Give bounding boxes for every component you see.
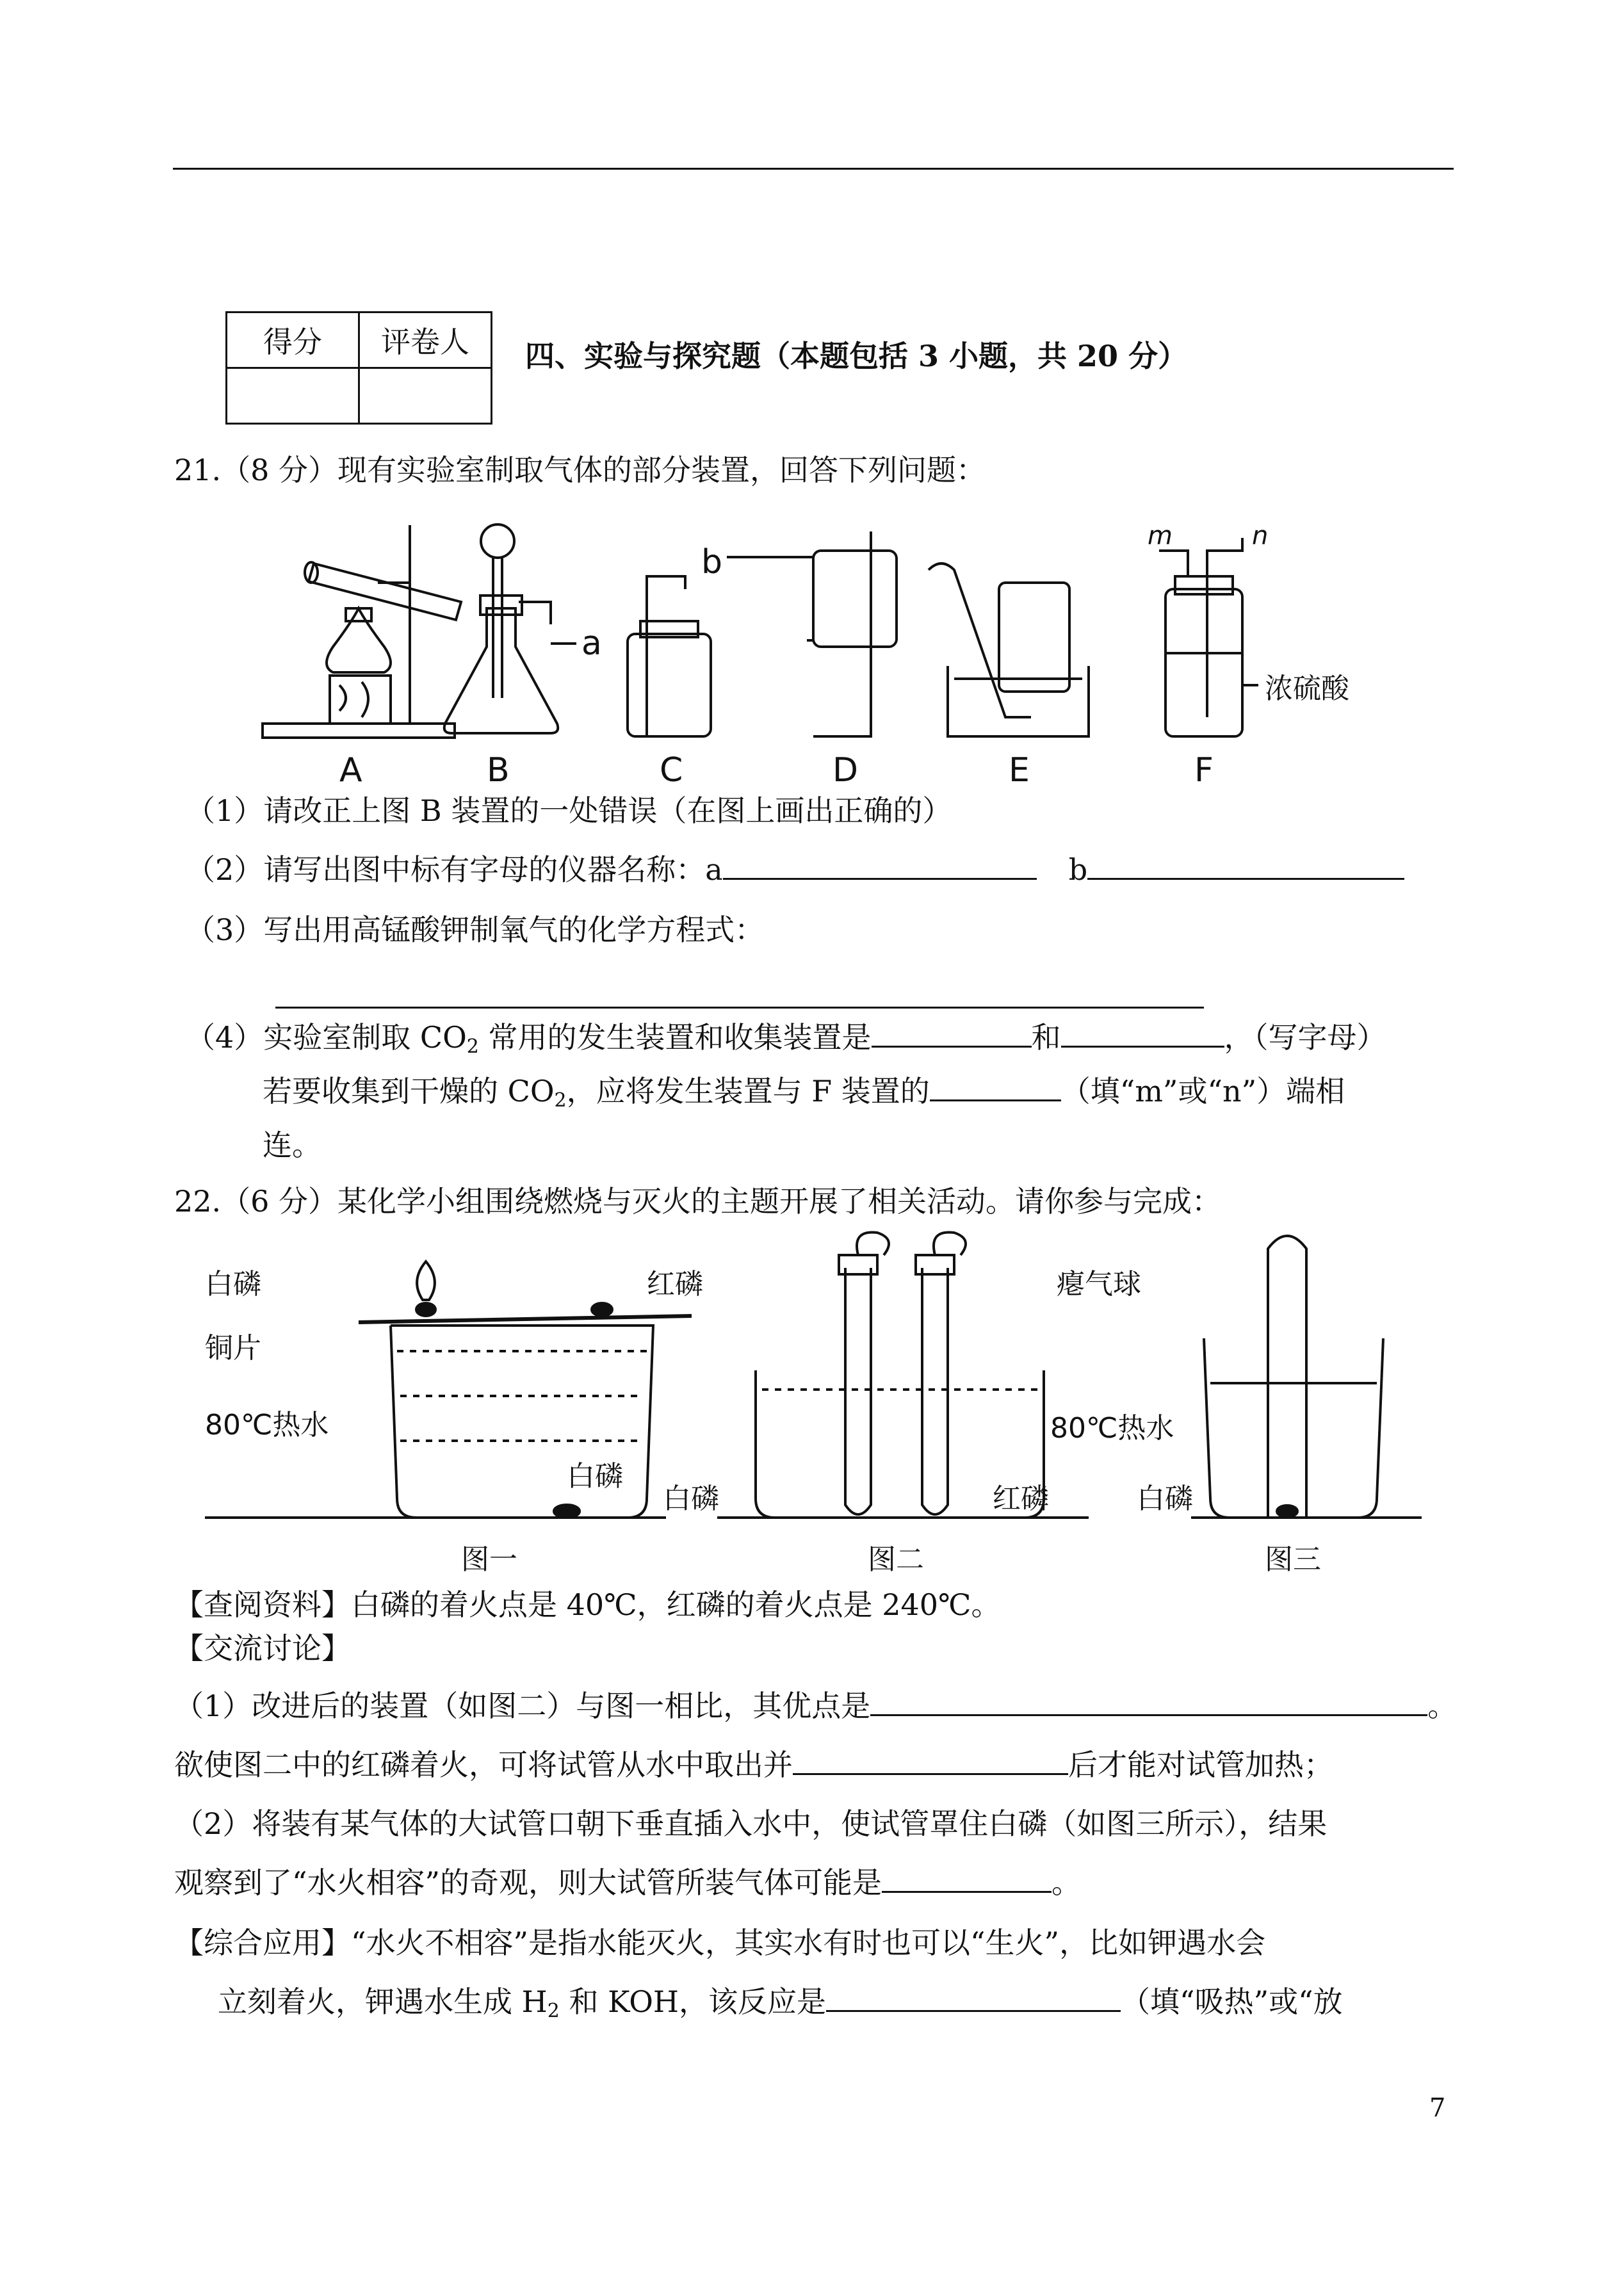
label-acid: 浓硫酸 [1265, 672, 1349, 705]
apparatus-b [444, 524, 576, 733]
label-m: m [1148, 521, 1173, 551]
fig1-white-p-bottom: 白磷 [567, 1460, 623, 1493]
q21-part3: （3）写出用高锰酸钾制氧气的化学方程式： [186, 912, 765, 947]
fig1-white-p-top: 白磷 [205, 1268, 261, 1301]
q22-part2: 欲使图二中的红磷着火，可将试管从水中取出并 后才能对试管加热； [174, 1748, 1333, 1782]
blank-a[interactable] [723, 852, 1037, 880]
fig1-red-p: 红磷 [647, 1268, 703, 1301]
blank-heat[interactable] [826, 1984, 1121, 2012]
fig2-caption: 图二 [868, 1543, 924, 1576]
fig3-beaker [1191, 1236, 1422, 1518]
label-d: D [832, 751, 859, 788]
label-part-a: a [581, 624, 602, 663]
q21-part4: （4）实验室制取 $CO_2$ 常用的发生装置和收集装置是 和 ，（写字母） [186, 1020, 1386, 1058]
fig1-hot-water: 80℃热水 [205, 1409, 329, 1441]
q22-intro: 22.（6 分）某化学小组围绕燃烧与灭火的主题开展了相关活动。请你参与完成： [174, 1184, 1222, 1219]
fig1-caption: 图一 [461, 1543, 517, 1576]
fig2-red-p: 红磷 [993, 1482, 1049, 1515]
fig2-balloon: 瘪气球 [1057, 1268, 1141, 1301]
q22-part5: 【综合应用】“水火不相容”是指水能灭火，其实水有时也可以“生火”，比如钾遇水会 [174, 1926, 1266, 1960]
label-c: C [660, 751, 683, 788]
q21-apparatus-figure [250, 512, 1402, 788]
blank-equation[interactable] [275, 1007, 1204, 1009]
q21-part6: 连。 [263, 1128, 321, 1162]
page-number: 7 [1429, 2093, 1446, 2123]
apparatus-e [929, 564, 1089, 736]
grader-cell[interactable] [359, 368, 492, 424]
fig3-caption: 图三 [1265, 1543, 1321, 1576]
blank-b[interactable] [1087, 852, 1404, 880]
q22-combustion-figure [205, 1229, 1422, 1588]
q22-part1: （1）改进后的装置（如图二）与图一相比，其优点是 。 [174, 1689, 1458, 1723]
fig2-white-p: 白磷 [663, 1482, 719, 1515]
q22-info: 【查阅资料】白磷的着火点是 40℃，红磷的着火点是 240℃。 [174, 1587, 1001, 1622]
q21-part5: 若要收集到干燥的 $CO_2$，应将发生装置与 F 装置的 （填“m”或“n”）端相 [263, 1074, 1345, 1112]
q22-part3: （2）将装有某气体的大试管口朝下垂直插入水中，使试管罩住白磷（如图三所示），结果 [174, 1806, 1328, 1841]
q22-discuss: 【交流讨论】 [174, 1631, 351, 1666]
blank-gas[interactable] [882, 1865, 1052, 1893]
blank-port[interactable] [930, 1074, 1061, 1101]
score-table [225, 311, 492, 425]
header-rule [173, 168, 1454, 170]
fig2-beaker [717, 1232, 1089, 1518]
fig2-hot-water: 80℃热水 [1050, 1412, 1174, 1445]
section-title: 四、实验与探究题（本题包括 3 小题，共 20 分） [525, 339, 1188, 373]
label-f: F [1194, 751, 1214, 788]
score-label: 得分 [227, 312, 359, 368]
label-b: B [487, 751, 510, 788]
fig3-white-p: 白磷 [1137, 1482, 1193, 1515]
q21-intro: 21.（8 分）现有实验室制取气体的部分装置，回答下列问题： [174, 453, 986, 487]
apparatus-f [1159, 538, 1258, 736]
q21-part2: （2）请写出图中标有字母的仪器名称：a b [186, 852, 1404, 888]
fig1-copper: 铜片 [205, 1332, 261, 1365]
apparatus-d [727, 531, 897, 736]
label-a: A [339, 751, 362, 788]
score-cell[interactable] [227, 368, 359, 424]
q21-part1: （1）请改正上图 B 装置的一处错误（在图上画出正确的） [186, 793, 952, 828]
blank-advantage[interactable] [870, 1689, 1427, 1716]
label-e: E [1009, 751, 1030, 788]
apparatus-c [628, 576, 711, 736]
apparatus-a [263, 525, 461, 738]
label-n: n [1252, 521, 1269, 551]
label-part-b: b [701, 543, 723, 581]
q22-part6: 立刻着火，钾遇水生成 $H_2$ 和 KOH，该反应是 （填“吸热”或“放 [218, 1984, 1343, 2022]
grader-label: 评卷人 [359, 312, 492, 368]
blank-action[interactable] [793, 1748, 1068, 1775]
blank-collector[interactable] [1061, 1020, 1224, 1048]
blank-generator[interactable] [872, 1020, 1032, 1048]
q22-part4: 观察到了“水火相容”的奇观，则大试管所装气体可能是 。 [174, 1865, 1082, 1900]
